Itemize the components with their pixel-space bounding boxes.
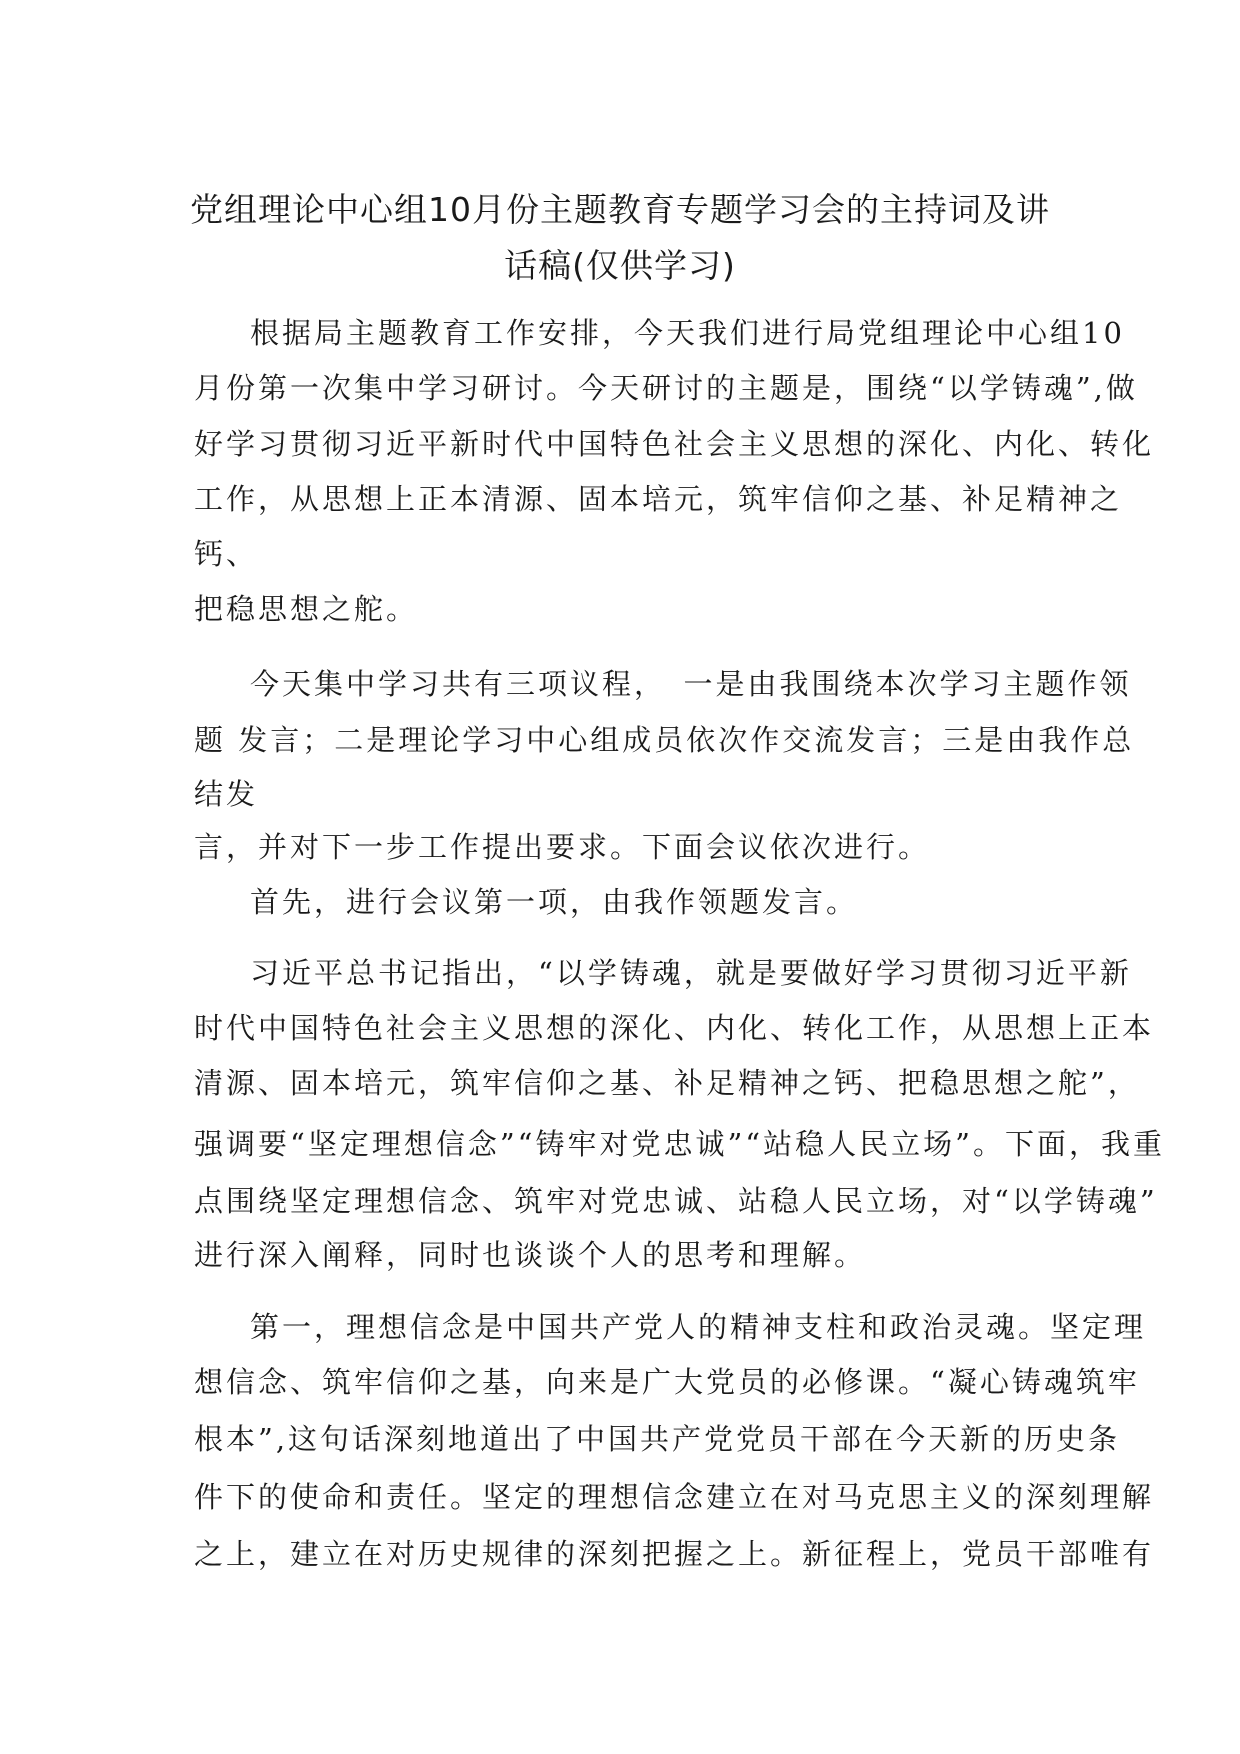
text-line: 言，并对下一步工作提出要求。下面会议依次进行。 [194, 830, 931, 864]
text-line: 清源、固本培元，筑牢信仰之基、补足精神之钙、把稳思想之舵”， [194, 1066, 1140, 1100]
text-line: 点围绕坚定理想信念、筑牢对党忠诚、站稳人民立场，对“以学铸魂” [194, 1184, 1158, 1218]
text-line: 工作，从思想上正本清源、固本培元，筑牢信仰之基、补足精神之 [194, 482, 1123, 516]
text-line: 之上，建立在对历史规律的深刻把握之上。新征程上，党员干部唯有 [194, 1537, 1155, 1571]
text-line: 第一，理想信念是中国共产党人的精神支柱和政治灵魂。坚定理 [250, 1310, 1147, 1344]
text-line: 想信念、筑牢信仰之基，向来是广大党员的必修课。“凝心铸魂筑牢 [194, 1365, 1140, 1399]
title-line-1: 党组理论中心组10月份主题教育专题学习会的主持词及讲 [190, 190, 1050, 229]
text-line: 首先，进行会议第一项，由我作领题发言。 [250, 885, 859, 919]
text-line: 根本”,这句话深刻地道出了中国共产党党员干部在今天新的历史条 [194, 1422, 1121, 1456]
text-line: 把稳思想之舵。 [194, 592, 419, 626]
text-line: 结发 [194, 777, 259, 811]
text-line: 题 发言；二是理论学习中心组成员依次作交流发言；三是由我作总 [194, 723, 1135, 757]
text-line: 钙、 [194, 537, 259, 571]
text-line: 今天集中学习共有三项议程， 一是由我围绕本次学习主题作领 [250, 667, 1132, 701]
text-line: 根据局主题教育工作安排，今天我们进行局党组理论中心组10 [250, 316, 1125, 350]
title-line-2: 话稿(仅供学习) [504, 246, 736, 285]
document-title [170, 182, 1070, 294]
text-line: 件下的使命和责任。坚定的理想信念建立在对马克思主义的深刻理解 [194, 1480, 1155, 1514]
text-line: 习近平总书记指出，“以学铸魂，就是要做好学习贯彻习近平新 [250, 956, 1132, 990]
text-line: 强调要“坚定理想信念”“铸牢对党忠诚”“站稳人民立场”。下面，我重 [194, 1127, 1165, 1161]
text-line: 时代中国特色社会主义思想的深化、内化、转化工作，从思想上正本 [194, 1011, 1155, 1045]
text-line: 进行深入阐释，同时也谈谈个人的思考和理解。 [194, 1238, 867, 1272]
text-line: 月份第一次集中学习研讨。今天研讨的主题是，围绕“以学铸魂”,做 [194, 371, 1138, 405]
text-line: 好学习贯彻习近平新时代中国特色社会主义思想的深化、内化、转化 [194, 427, 1155, 461]
